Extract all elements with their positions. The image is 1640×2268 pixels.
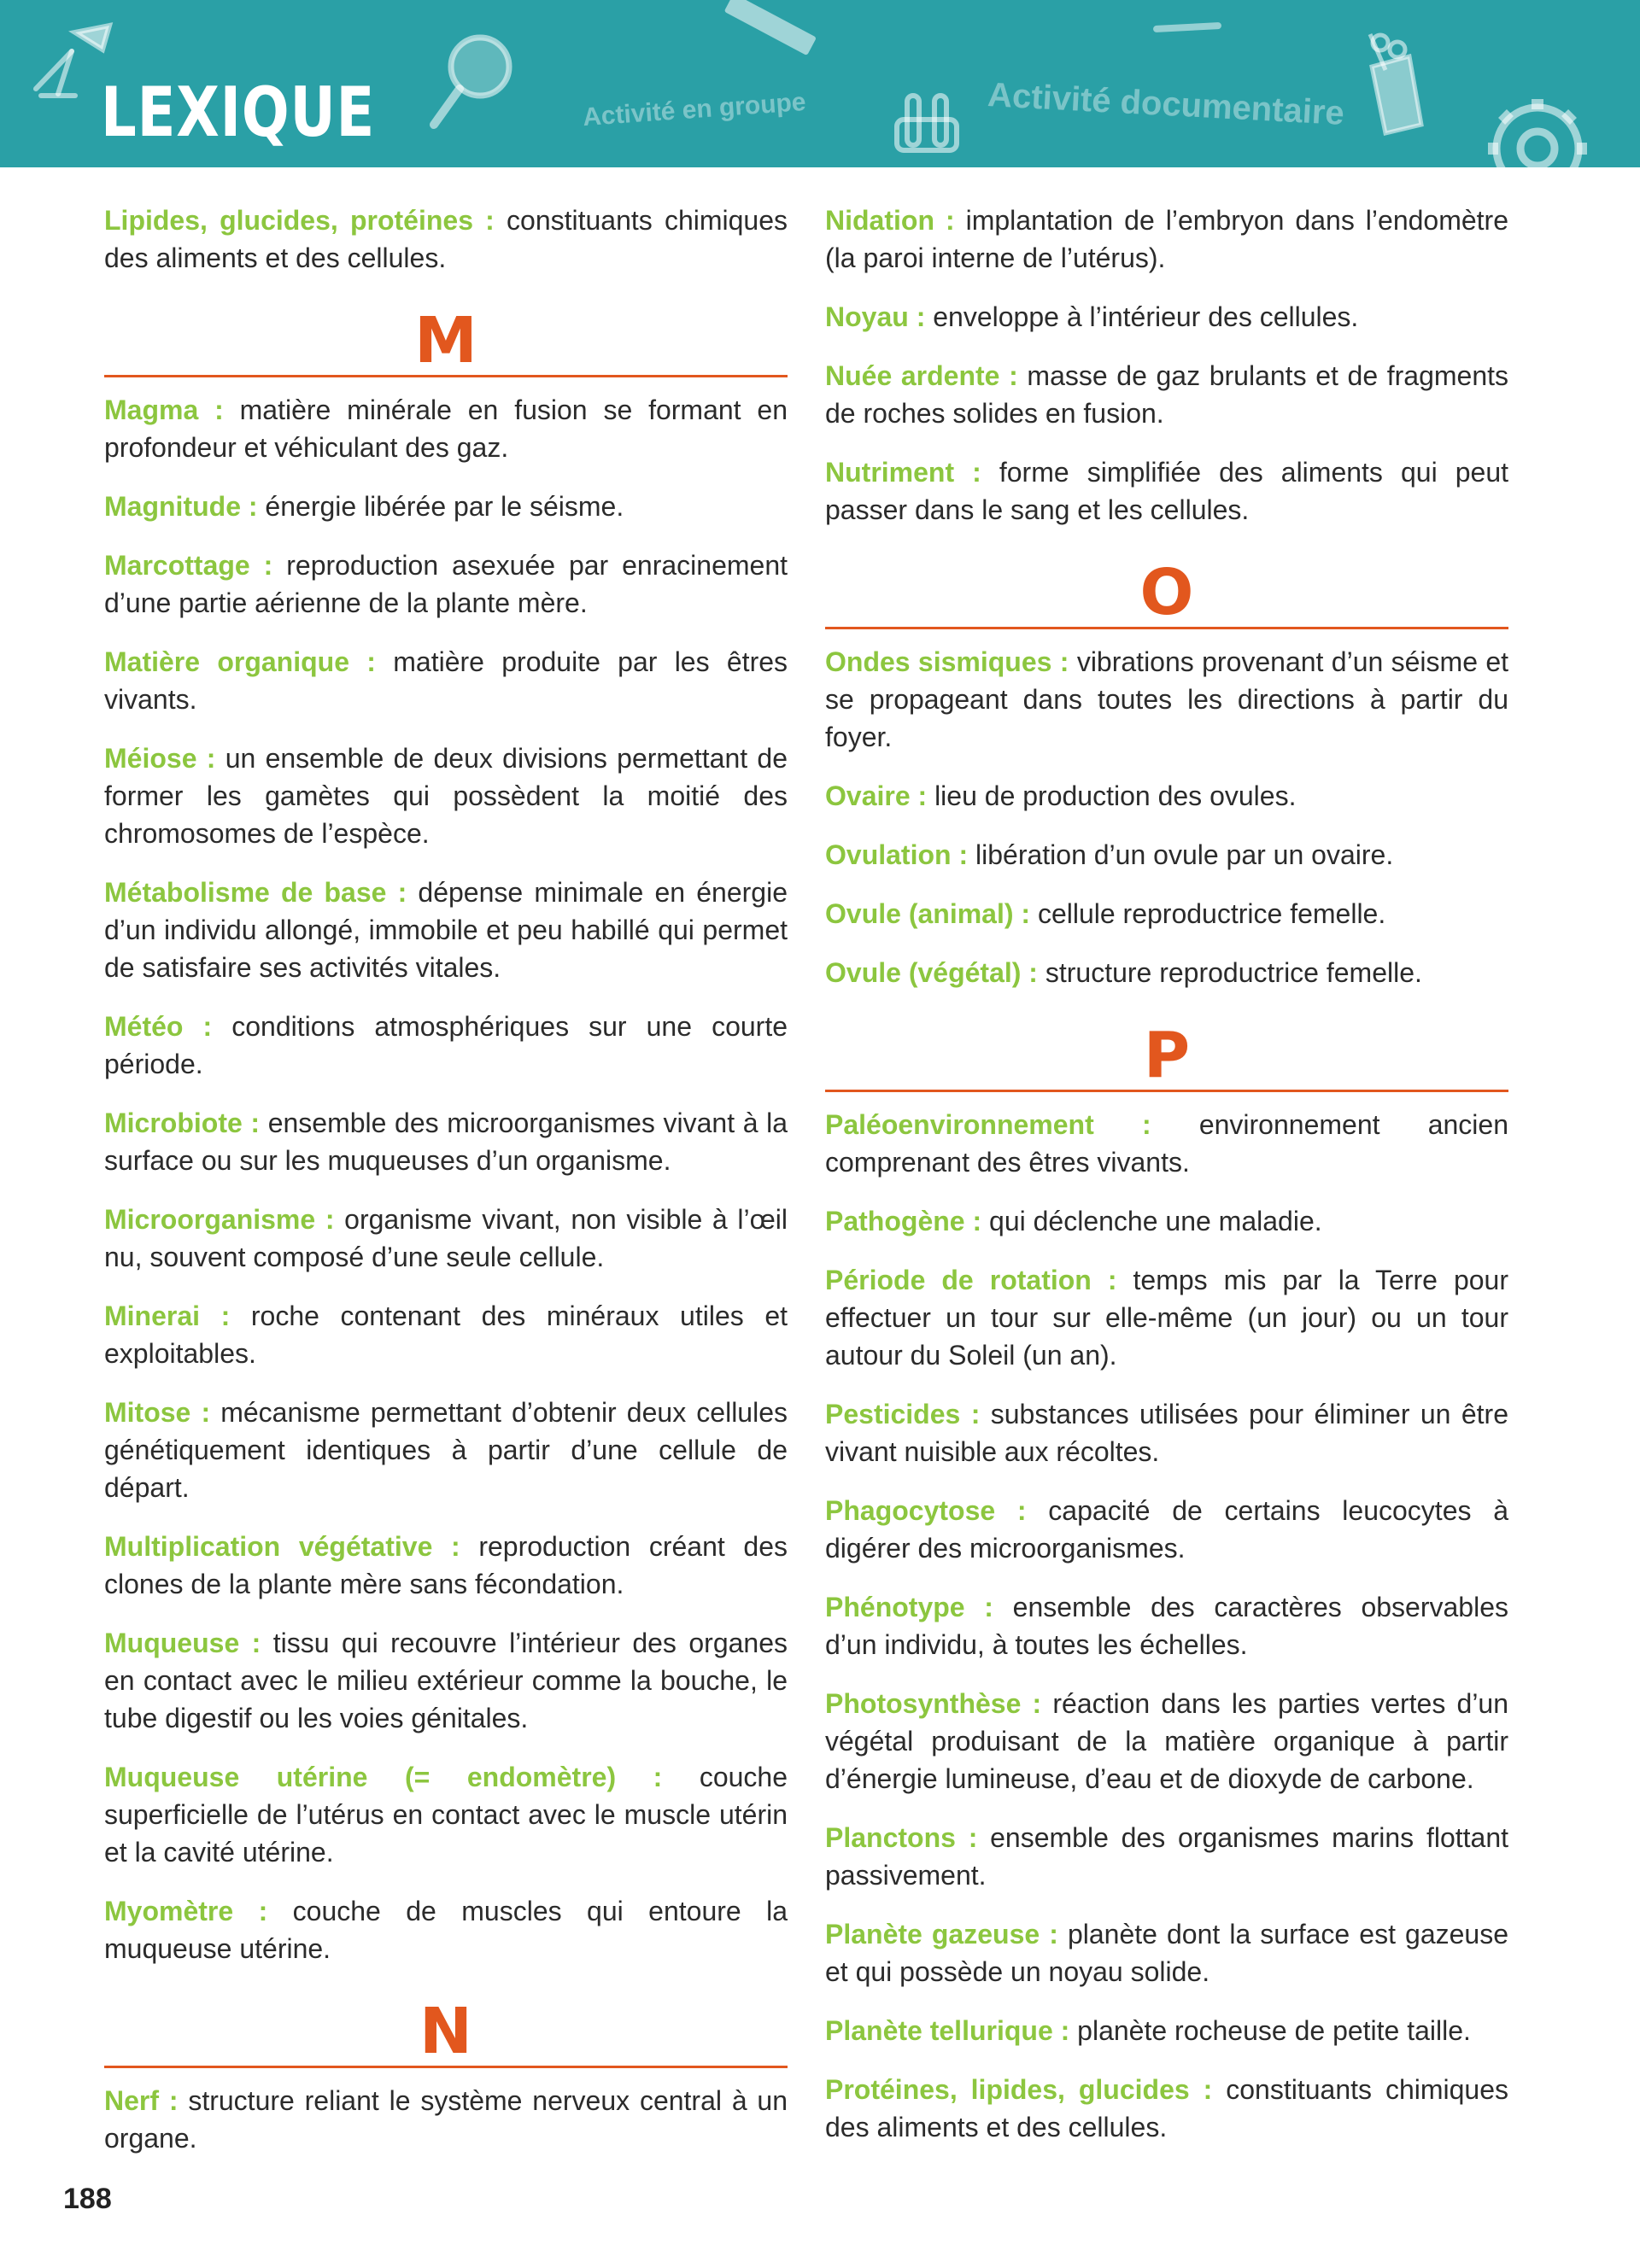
glossary-term: Matière organique : [104, 646, 376, 677]
glossary-definition: mécanisme permettant d’obtenir deux cellules génétiquement identiques à partir d’une cellule de départ. [104, 1397, 788, 1503]
glossary-term: Marcottage : [104, 550, 273, 581]
glossary-term: Ondes sismiques : [825, 646, 1069, 677]
glossary-definition: ensemble des organismes marins flottant passivement. [825, 1822, 1508, 1891]
glossary-entry [104, 1528, 788, 1603]
glossary-definition: reproduction asexuée par enracinement d’une partie aérienne de la plante mère. [104, 550, 788, 618]
section-letter-o: O [825, 550, 1508, 629]
glossary-term: Noyau : [825, 301, 926, 332]
glossary-definition: capacité de certains leucocytes à digérer des microorganismes. [825, 1495, 1509, 1564]
page-number: 188 [63, 2183, 112, 2215]
glossary-term: Photosynthèse : [825, 1688, 1042, 1719]
glossary-term: Mitose : [104, 1397, 211, 1428]
glossary-term: Ovule (animal) : [825, 898, 1031, 929]
glossary-definition: énergie libérée par le séisme. [265, 491, 624, 522]
glossary-definition: structure reliant le système nerveux central à un organe. [104, 2085, 788, 2154]
glossary-term: Phénotype : [825, 1592, 993, 1622]
glossary-entry [825, 298, 1508, 336]
glossary-term: Nuée ardente : [825, 360, 1018, 391]
glossary-term: Ovulation : [825, 839, 969, 870]
glossary-entry [825, 2012, 1508, 2049]
glossary-entry [825, 836, 1508, 874]
glossary-entry [825, 357, 1508, 432]
glossary-entry [104, 2082, 788, 2157]
glossary-definition: planète dont la surface est gazeuse et qui possède un noyau solide. [825, 1919, 1509, 1987]
glossary-definition: implantation de l’embryon dans l’endomètre (la paroi interne de l’utérus). [825, 205, 1508, 273]
glossary-entry [825, 1202, 1508, 1240]
glossary-term: Phagocytose : [825, 1495, 1027, 1526]
glossary-definition: structure reproductrice femelle. [1045, 957, 1422, 988]
glossary-term: Planète gazeuse : [825, 1919, 1058, 1949]
glossary-definition: roche contenant des minéraux utiles et exploitables. [104, 1301, 788, 1369]
glossary-definition: couche superficielle de l’utérus en contact avec le muscle utérin et la cavité utérine. [104, 1762, 788, 1868]
glossary-term: Nutriment : [825, 457, 981, 488]
glossary-term: Planctons : [825, 1822, 978, 1853]
glossary-definition: ensemble des caractères observables d’un individu, à toutes les échelles. [825, 1592, 1509, 1660]
glossary-definition: cellule reproductrice femelle. [1037, 898, 1386, 929]
glossary-term: Nerf : [104, 2085, 179, 2116]
glossary-term: Protéines, lipides, glucides : [825, 2074, 1213, 2105]
glossary-definition: environnement ancien comprenant des êtres vivants. [825, 1109, 1508, 1178]
glossary-entry [825, 453, 1508, 529]
section-letter-p: P [825, 1013, 1508, 1092]
glossary-definition: constituants chimiques des aliments et des cellules. [825, 2074, 1509, 2142]
glossary-term: Météo : [104, 1011, 213, 1042]
lamp-icon [36, 26, 109, 96]
glossary-term: Minerai : [104, 1301, 231, 1331]
glossary-term: Pesticides : [825, 1399, 981, 1429]
glossary-entry [104, 547, 788, 622]
scissors-cup-icon [1370, 34, 1421, 133]
glossary-term: Lipides, glucides, protéines : [104, 205, 495, 236]
header-banner [0, 0, 1640, 167]
glossary-definition: substances utilisées pour éliminer un être vivant nuisible aux récoltes. [825, 1399, 1508, 1467]
magnifier-icon [434, 38, 509, 125]
glossary-definition: organisme vivant, non visible à l’œil nu, souvent composé d’une seule cellule. [104, 1204, 788, 1272]
glossary-entry [825, 1395, 1508, 1470]
glossary-entry [104, 643, 788, 718]
glossary-entry [825, 2071, 1508, 2146]
glossary-definition: un ensemble de deux divisions permettant de former les gamètes qui possèdent la moitié des chromosomes de l’espèce. [104, 743, 788, 849]
glossary-term: Ovaire : [825, 780, 928, 811]
glossary-entry [104, 488, 788, 525]
glossary-entry [104, 1624, 788, 1737]
glossary-term: Microbiote : [104, 1108, 261, 1138]
glossary-term: Muqueuse utérine (= endomètre) : [104, 1762, 663, 1792]
section-letter-n: N [104, 1989, 788, 2068]
glossary-column-left [104, 202, 788, 2178]
glossary-entry [104, 1297, 788, 1372]
glossary-term: Magma : [104, 395, 224, 425]
glossary-definition: constituants chimiques des aliments et des cellules. [104, 205, 788, 273]
page-title: LEXIQUE [101, 73, 376, 152]
glossary-definition: dépense minimale en énergie d’un individu allongé, immobile et peu habillé qui permet de satisfaire ses activités vitales. [104, 877, 788, 983]
glossary-term: Myomètre : [104, 1896, 268, 1926]
glossary-entry [104, 1201, 788, 1276]
ruler-icon [724, 0, 817, 56]
glossary-definition: conditions atmosphériques sur une courte période. [104, 1011, 788, 1079]
pencil-icon [1153, 22, 1221, 32]
glossary-definition: reproduction créant des clones de la plante mère sans fécondation. [104, 1531, 788, 1599]
glossary-entry [104, 1758, 788, 1871]
glossary-definition: vibrations provenant d’un séisme et se propageant dans toutes les directions à partir du foyer. [825, 646, 1509, 752]
glossary-term: Muqueuse : [104, 1628, 261, 1658]
glossary-entry [825, 1819, 1508, 1894]
glossary-entry [104, 1892, 788, 1967]
activity-group-label: Activité en groupe [582, 87, 807, 132]
glossary-term: Multiplication végétative : [104, 1531, 460, 1562]
glossary-entry [825, 777, 1508, 815]
glossary-entry [825, 643, 1508, 756]
glossary-entry [825, 1261, 1508, 1374]
glossary-definition: temps mis par la Terre pour effectuer un tour sur elle-même (un jour) ou un tour autour du Soleil (un an). [825, 1265, 1509, 1371]
glossary-term: Période de rotation : [825, 1265, 1117, 1295]
glossary-term: Pathogène : [825, 1206, 982, 1236]
glossary-entry [825, 895, 1508, 932]
glossary-entry [825, 202, 1508, 277]
glossary-term: Nidation : [825, 205, 955, 236]
glossary-definition: tissu qui recouvre l’intérieur des organes en contact avec le milieu extérieur comme la bouche, le tube digestif ou les voies génitales. [104, 1628, 788, 1733]
glossary-entry [825, 1106, 1508, 1181]
glossary-entry [104, 1008, 788, 1083]
glossary-entry [104, 1104, 788, 1179]
glossary-column-right [825, 202, 1508, 2167]
glossary-entry [104, 1394, 788, 1506]
glossary-definition: enveloppe à l’intérieur des cellules. [933, 301, 1359, 332]
glossary-definition: couche de muscles qui entoure la muqueuse utérine. [104, 1896, 788, 1964]
glossary-definition: forme simplifiée des aliments qui peut passer dans le sang et les cellules. [825, 457, 1508, 525]
glossary-definition: matière minérale en fusion se formant en profondeur et véhiculant des gaz. [104, 395, 788, 463]
test-tubes-icon [897, 96, 957, 150]
activity-doc-label: Activité documentaire [987, 76, 1345, 132]
glossary-entry [104, 739, 788, 852]
glossary-definition: réaction dans les parties vertes d’un végétal produisant de la matière organique à partir d’énergie lumineuse, d’eau et de dioxyde de carbone. [825, 1688, 1509, 1794]
glossary-entry [825, 954, 1508, 991]
glossary-entry [104, 202, 788, 277]
glossary-entry [104, 391, 788, 466]
glossary-term: Ovule (végétal) : [825, 957, 1038, 988]
glossary-definition: libération d’un ovule par un ovaire. [975, 839, 1394, 870]
glossary-definition: ensemble des microorganismes vivant à la surface ou sur les muqueuses d’un organisme. [104, 1108, 788, 1176]
glossary-entry [104, 874, 788, 986]
glossary-term: Microorganisme : [104, 1204, 335, 1235]
glossary-entry [825, 1915, 1508, 1990]
glossary-definition: lieu de production des ovules. [934, 780, 1297, 811]
glossary-term: Métabolisme de base : [104, 877, 407, 908]
glossary-definition: masse de gaz brulants et de fragments de roches solides en fusion. [825, 360, 1509, 429]
glossary-definition: matière produite par les êtres vivants. [104, 646, 788, 715]
glossary-definition: planète rocheuse de petite taille. [1077, 2015, 1471, 2046]
glossary-entry [825, 1588, 1508, 1663]
glossary-entry [825, 1685, 1508, 1797]
glossary-term: Planète tellurique : [825, 2015, 1070, 2046]
gear-icon [1488, 99, 1587, 167]
glossary-term: Magnitude : [104, 491, 258, 522]
glossary-definition: qui déclenche une maladie. [989, 1206, 1322, 1236]
section-letter-m: M [104, 298, 788, 377]
glossary-term: Paléoenvironnement : [825, 1109, 1151, 1140]
glossary-entry [825, 1492, 1508, 1567]
glossary-term: Méiose : [104, 743, 216, 774]
